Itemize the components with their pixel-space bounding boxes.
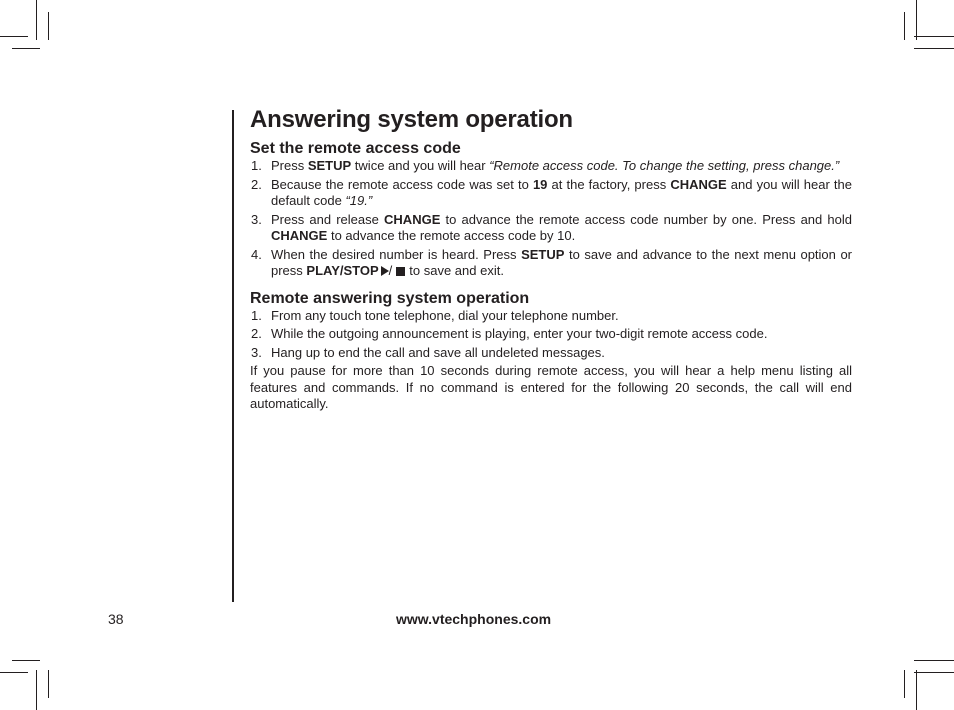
crop-mark (12, 48, 40, 49)
crop-mark (36, 0, 37, 40)
list-item: 3. Hang up to end the call and save all undeleted messages. (251, 344, 605, 360)
crop-mark (12, 660, 40, 661)
section-heading-remote-operation: Remote answering system operation (250, 289, 530, 307)
crop-mark (904, 12, 905, 40)
list-item: 1. From any touch tone telephone, dial your telephone number. (251, 307, 619, 323)
list-item: 2. Because the remote access code was set to 19 at the factory, press CHANGE and you will hear the default code “19.” (251, 176, 853, 208)
crop-mark (0, 36, 28, 37)
margin-rule (232, 110, 234, 602)
crop-mark (914, 672, 954, 673)
list-item: 1. Press SETUP twice and you will hear “Remote access code. To change the setting, press change.” (251, 158, 840, 173)
crop-mark (48, 12, 49, 40)
footer-url: www.vtechphones.com (396, 611, 552, 627)
steps-list-remote-operation (250, 308, 852, 362)
list-item: 4. When the desired number is heard. Press SETUP to save and advance to the next menu option or press PLAY/STOP / to save and exit. (251, 246, 852, 278)
list-item: 2. While the outgoing announcement is playing, enter your two-digit remote access code. (251, 326, 768, 341)
list-item: 3. Press and release CHANGE to advance the remote access code number by one. Press and hold CHANGE to advance the remote access code by 10. (251, 211, 852, 243)
body-paragraph: If you pause for more than 10 seconds during remote access, you will hear a help menu listing all features and commands. If no command is entered for the following 20 seconds, the call will end automatically. (250, 363, 852, 411)
crop-mark (916, 0, 917, 40)
crop-mark (904, 670, 905, 698)
crop-mark (914, 48, 954, 49)
section-heading-remote-code: Set the remote access code (250, 140, 461, 157)
page-number: 38 (108, 611, 124, 627)
stop-icon (396, 267, 405, 276)
crop-mark (914, 36, 954, 37)
crop-mark (0, 672, 28, 673)
page-content (250, 106, 852, 413)
steps-list-remote-code (250, 158, 852, 280)
page-title: Answering system operation (250, 106, 573, 133)
play-icon (381, 266, 389, 276)
crop-mark (48, 670, 49, 698)
crop-mark (914, 660, 954, 661)
crop-mark (36, 670, 37, 710)
crop-mark (916, 670, 917, 710)
